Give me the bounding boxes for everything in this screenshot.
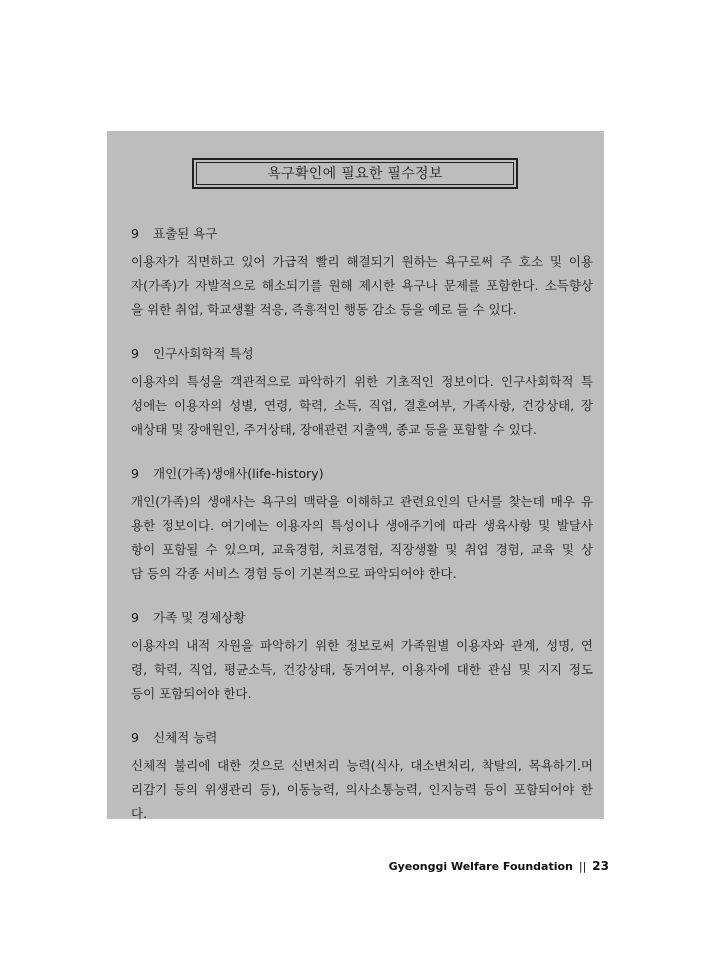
body-text-line: 령, 학력, 직업, 평균소득, 건강상태, 동거여부, 이용자에 대한 관심 및 지지 정도 [131, 662, 593, 677]
section-heading [131, 730, 593, 746]
section-bullet: 9 [131, 610, 139, 625]
page-number: 23 [592, 859, 609, 873]
footer-separator: || [578, 860, 587, 873]
section-heading [131, 466, 593, 482]
section-bullet: 9 [131, 730, 139, 745]
body-text-line: 리감기 등의 위생관리 등), 이동능력, 의사소통능력, 인지능력 등이 포함되어야 한 [131, 782, 593, 797]
body-text-line: 용한 정보이다. 여기에는 이용자의 특성이나 생애주기에 따라 생육사항 및 발달사 [131, 518, 593, 533]
body-text-line: 이용자의 내적 자원을 파악하기 위한 정보로써 가족원별 이용자와 관계, 성명, 연 [131, 638, 593, 653]
section [131, 346, 593, 442]
section [131, 730, 593, 826]
body-text-line: 을 위한 취업, 학교생활 적응, 즉흥적인 행동 감소 등을 예로 들 수 있다. [131, 302, 517, 317]
section-heading-text: 인구사회학적 특성 [153, 346, 254, 361]
body-text-line: 담 등의 각종 서비스 경험 등이 기본적으로 파악되어야 한다. [131, 566, 457, 581]
body-text-line: 애상태 및 장애원인, 주거상태, 장애관련 지출액, 종교 등을 포함할 수 있다. [131, 422, 537, 437]
body-text-line: 다. [131, 806, 148, 821]
section-heading-text: 신체적 능력 [153, 730, 218, 745]
section-heading [131, 226, 593, 242]
section [131, 226, 593, 322]
section-heading [131, 610, 593, 626]
section-bullet: 9 [131, 226, 139, 241]
body-text-line: 성에는 이용자의 성별, 연령, 학력, 소득, 직업, 결혼여부, 가족사항, 건강상태, 장 [131, 398, 593, 413]
body-text-line: 개인(가족)의 생애사는 욕구의 맥락을 이해하고 관련요인의 단서를 찾는데 매우 유 [131, 494, 593, 509]
section-list [131, 226, 593, 850]
title-box [192, 158, 518, 189]
body-text-line: 신체적 불리에 대한 것으로 신변처리 능력(식사, 대소변처리, 착탈의, 목욕하기.머 [131, 758, 593, 773]
body-text-line: 등이 포함되어야 한다. [131, 686, 252, 701]
body-text-line: 항이 포함될 수 있으며, 교육경험, 치료경험, 직장생활 및 취업 경험, 교육 및 상 [131, 542, 593, 557]
section [131, 610, 593, 706]
section-heading-text: 가족 및 경제상황 [153, 610, 246, 625]
section [131, 466, 593, 586]
page-title: 욕구확인에 필요한 필수정보 [267, 166, 443, 182]
page-footer [389, 859, 609, 874]
section-heading-text: 표출된 욕구 [153, 226, 218, 241]
section-heading [131, 346, 593, 362]
content-panel [107, 131, 604, 819]
section-bullet: 9 [131, 466, 139, 481]
section-bullet: 9 [131, 346, 139, 361]
body-text-line: 이용자가 직면하고 있어 가급적 빨리 해결되기 원하는 욕구로써 주 호소 및 이용 [131, 254, 593, 269]
body-text-line: 자(가족)가 자발적으로 해소되기를 원해 제시한 욕구나 문제를 포함한다. 소득향상 [131, 278, 593, 293]
section-heading-text: 개인(가족)생애사(life-history) [153, 466, 324, 481]
footer-org: Gyeonggi Welfare Foundation [388, 860, 573, 873]
body-text-line: 이용자의 특성을 객관적으로 파악하기 위한 기초적인 정보이다. 인구사회학적 특 [131, 374, 593, 389]
